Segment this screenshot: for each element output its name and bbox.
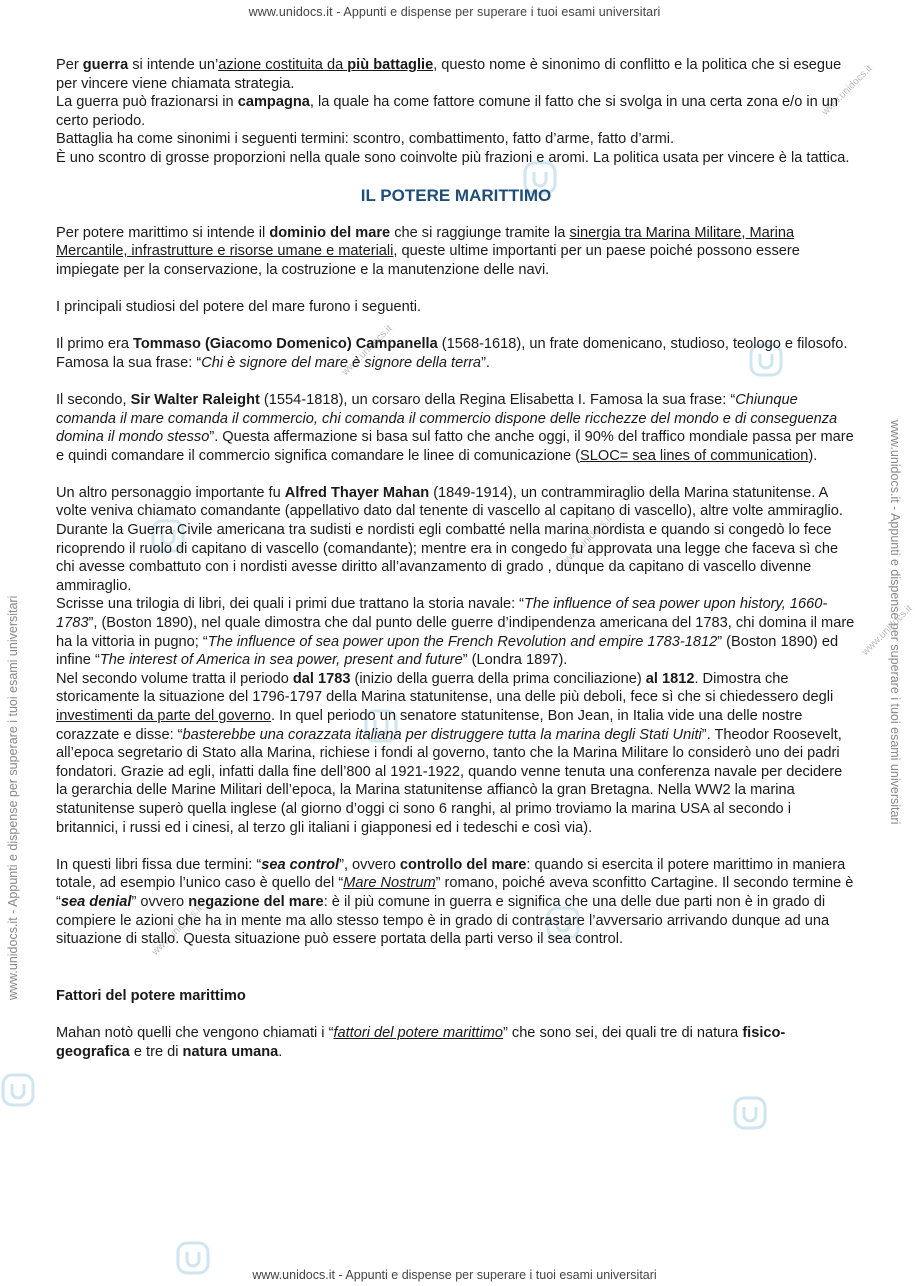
subheading-fattori: Fattori del potere marittimo: [56, 987, 246, 1004]
paragraph-potere-marittimo: Per potere marittimo si intende il dominio del mare che si raggiunge tramite la sinergia tra Marina Militare, Marina Mercantile, infrastrutture e risorse umane e materiali, queste ultime importanti per un paese poiché possono essere impiegate per la conservazione, la costruzione e la manutenzione delle navi.: [56, 224, 800, 278]
watermark-text: www.unidocs.it: [560, 513, 615, 568]
paragraph-raleight: Il secondo, Sir Walter Raleight (1554-1818), un corsaro della Regina Elisabetta I. Famosa la sua frase: “Chiunque comanda il mare comanda il commercio, chi comanda il commercio dispone delle ricchezze del mondo e di conseguenza domina il mondo stesso”. Questa affermazione si basa sul fatto che anche oggi, il 90% del traffico mondiale passa per mare e quindi comandare il commercio significa comandare le linee di comunicazione (SLOC= sea lines of communication).: [56, 391, 854, 464]
paragraph-mahan: Un altro personaggio importante fu Alfred Thayer Mahan (1849-1914), un contrammiraglio della Marina statunitense. A volte veniva chiamato comandante (appellativo dato dal tenente di vascello al capitano di vascello), altre volte ammiraglio. Durante la Guerra Civile americana tra sudisti e nordisti egli combatté nella marina nordista e quando si congedò lo fece ricoprendo il ruolo di capitano di vascello (comandante); mentre era in congedo fu approvata una legge che faceva sì che chi avesse combattuto con i nordisti avesse diritto all’avanzamento di grado , dunque da capitano di vascello divenne ammiraglio.: [56, 484, 843, 594]
paragraph-trilogia: Scrisse una trilogia di libri, dei quali i primi due trattano la storia navale: “The influence of sea power upon history, 1660-1783”, (Boston 1890), nel quale dimostra che dal punto delle guerre d’indipendenza americana del 1783, chi domina il mare ha la vittoria in pugno; “The influence of sea power upon the French Revolution and empire 1783-1812” (Boston 1890) ed infine “The interest of America in sea power, present and future” (Londra 1897).: [56, 596, 855, 669]
paragraph-battaglia: Battaglia ha come sinonimi i seguenti termini: scontro, combattimento, fatto d’arme, fatto d’armi.: [56, 131, 675, 148]
paragraph-fattori: Mahan notò quelli che vengono chiamati i “fattori del potere marittimo” che sono sei, dei quali tre di natura fisico-geografica e tre di natura umana.: [56, 1024, 786, 1060]
watermark-logo-icon: [732, 1095, 768, 1131]
paragraph-studiosi: I principali studiosi del potere del mare furono i seguenti.: [56, 298, 422, 315]
paragraph-secondo-volume: Nel secondo volume tratta il periodo dal 1783 (inizio della guerra della prima conciliazione) al 1812. Dimostra che storicamente la situazione del 1796-1797 della Marina statunitense, una delle più deboli, fece sì che si chiedessero degli investimenti da parte del governo. In quel periodo un senatore statunitense, Bon Jean, in Italia vide una delle nostre corazzate e disse: “basterebbe una corazzata italiana per distruggere tutta la marina degli Stati Uniti”. Theodor Roosevelt, all’epoca segretario di Stato alla Marina, richiese i fondi al governo, tanto che la Marina Militare lo considerò uno dei padri fondatori. Grazie ad egli, infatti dalla fine dell’800 al 1921-1922, quando venne tenuta una conferenza navale per decidere la gerarchia delle Marine Militari dell’epoca, la Marina statunitense affiancò la gran Bretagna. Nella WW2 la marina statunitense superò quella inglese (al giorno d’oggi ci sono 6 ranghi, al primo troviamo la marina USA al secondo i britannici, i russi ed i cinesi, al terzo gli italiani i giapponesi ed i tedeschi e così via).: [56, 670, 843, 836]
paragraph-guerra: Per guerra si intende un’azione costituita da più battaglie, questo nome è sinonimo di conflitto e la politica che si esegue per vincere viene chiamata strategia.: [56, 57, 842, 92]
watermark-text: www.unidocs.it: [340, 323, 395, 378]
page-header: www.unidocs.it - Appunti e dispense per superare i tuoi esami universitari: [248, 5, 661, 19]
watermark-text: www.unidocs.it: [860, 603, 915, 658]
section-title: IL POTERE MARITTIMO: [360, 185, 552, 205]
paragraph-sea-control: In questi libri fissa due termini: “sea control”, ovvero controllo del mare: quando si esercita il potere marittimo in maniera totale, ad esempio l’unico caso è quello del “Mare Nostrum” romano, poiché aveva sconfitto Cartagine. Il secondo termine è “sea denial” ovvero negazione del mare: è il più comune in guerra e significa che una delle due parti non è in grado di compiere le azioni che ha in mente ma allo stesso tempo è in grado di contrastare l’avversario arrivando dunque ad una situazione di stallo. Questa situazione può essere portata della parti verso il sea control.: [56, 856, 854, 948]
paragraph-campanella: Il primo era Tommaso (Giacomo Domenico) Campanella (1568-1618), un frate domenicano, studioso, teologo e filosofo. Famosa la sua frase: “Chi è signore del mare è signore della terra”.: [56, 336, 848, 371]
watermark-logo-icon: [0, 1072, 36, 1108]
side-watermark-right: www.unidocs.it - Appunti e dispense per superare i tuoi esami universitari: [888, 420, 902, 825]
watermark-text: www.unidocs.it: [150, 903, 205, 958]
page-footer: www.unidocs.it - Appunti e dispense per superare i tuoi esami universitari: [252, 1268, 657, 1282]
side-watermark-left: www.unidocs.it - Appunti e dispense per superare i tuoi esami universitari: [6, 595, 20, 1000]
paragraph-scontro: È uno scontro di grosse proporzioni nella quale sono coinvolte più frazioni e aromi. La politica usata per vincere è la tattica.: [56, 149, 850, 166]
document-body: [56, 56, 856, 1061]
paragraph-campagna: La guerra può frazionarsi in campagna, la quale ha come fattore comune il fatto che si svolga in una certa zona e/o in un certo periodo.: [56, 94, 839, 129]
watermark-text: www.unidocs.it: [820, 63, 875, 118]
